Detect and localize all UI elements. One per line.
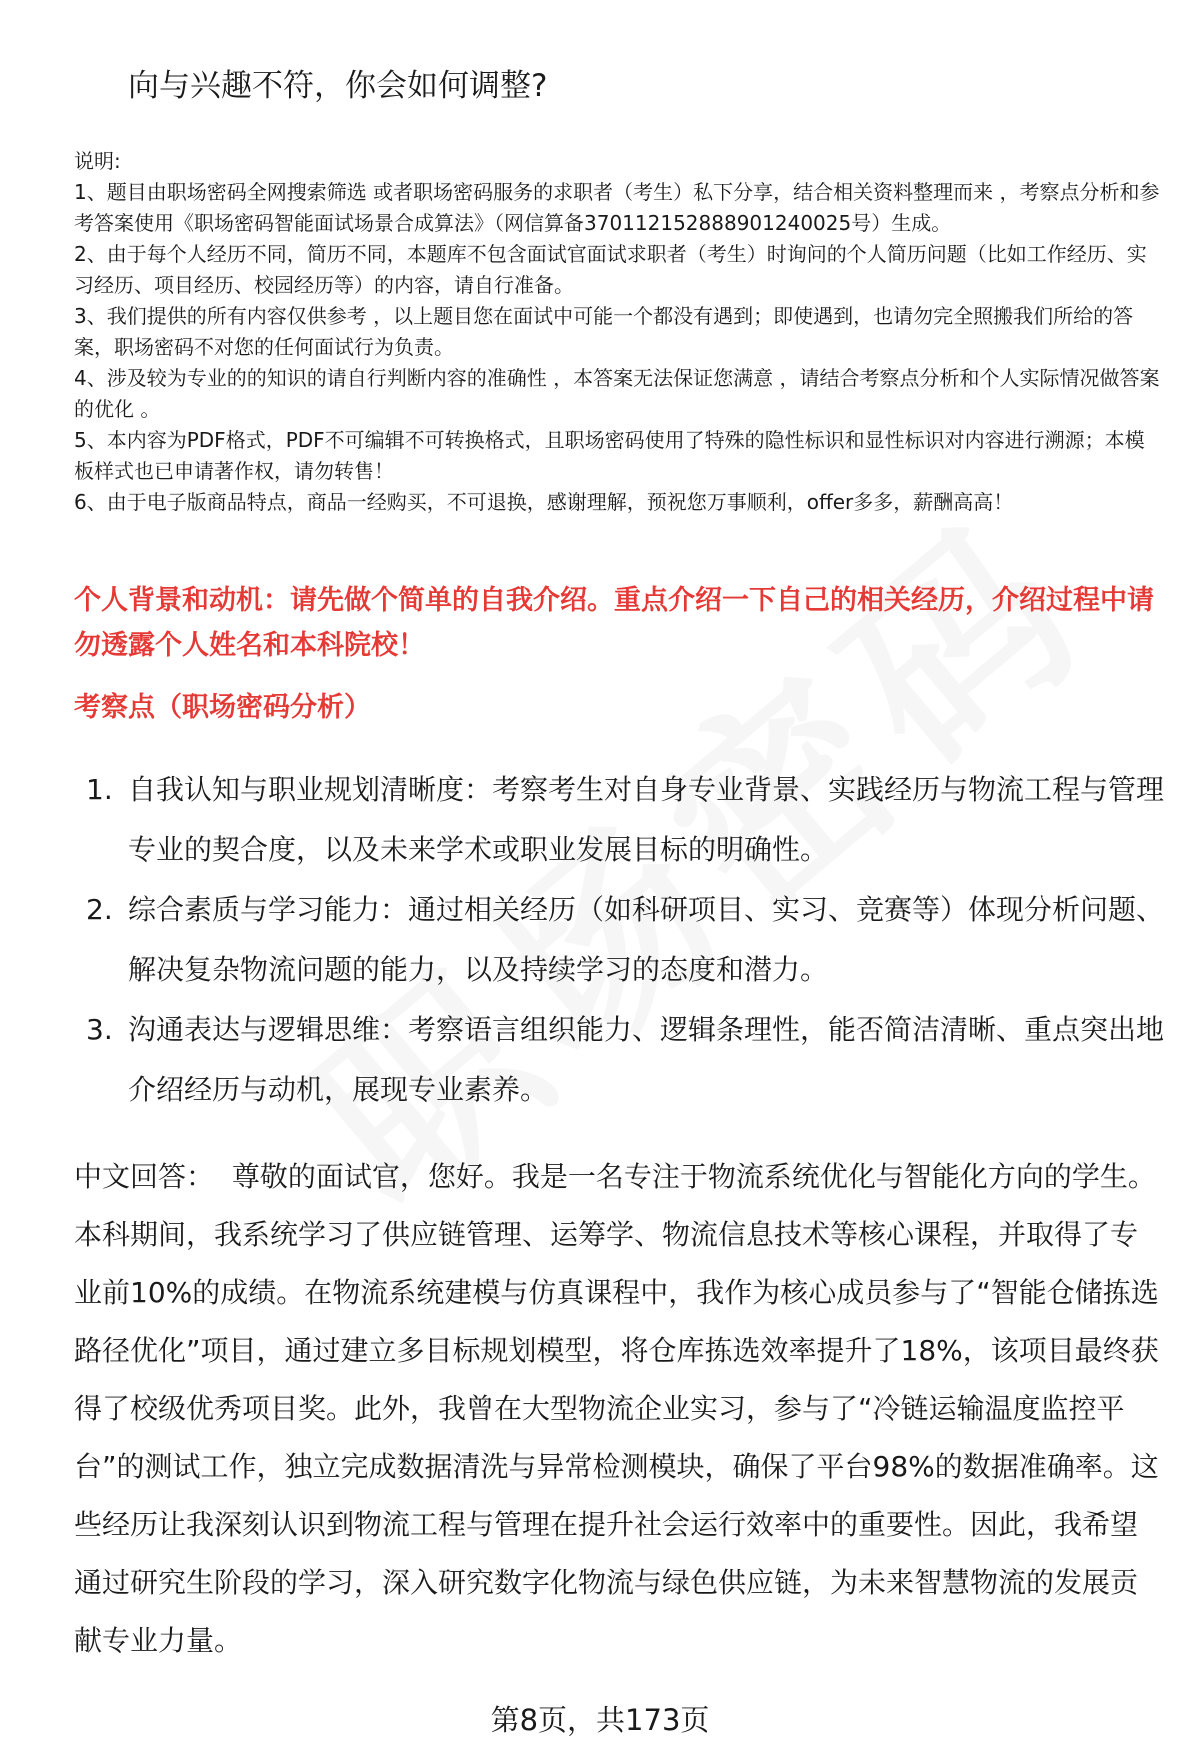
page-number: 第8页，共173页 (490, 1703, 710, 1737)
answer-block (74, 1148, 1164, 1670)
point-number: 1. (86, 773, 113, 806)
notes-section (74, 146, 1164, 518)
notes-title: 说明: (74, 149, 121, 173)
analysis-points (74, 760, 1164, 1120)
note-item: 6、由于电子版商品特点，商品一经购买，不可退换，感谢理解，预祝您万事顺利，offer多多，薪酬高高！ (74, 490, 1014, 514)
interview-question: 个人背景和动机：请先做个简单的自我介绍。重点介绍一下自己的相关经历，介绍过程中请勿透露个人姓名和本科院校！ (74, 585, 1154, 661)
analysis-point (74, 880, 1164, 1000)
answer-text: 尊敬的面试官，您好。我是一名专注于物流系统优化与智能化方向的学生。本科期间，我系统学习了供应链管理、运筹学、物流信息技术等核心课程，并取得了专业前10%的成绩。在物流系统建模与仿真课程中，我作为核心成员参与了“智能仓储拣选路径优化”项目，通过建立多目标规划模型，将仓库拣选效率提升了18%，该项目最终获得了校级优秀项目奖。此外，我曾在大型物流企业实习，参与了“冷链运输温度监控平台”的测试工作，独立完成数据清洗与异常检测模块，确保了平台98%的数据准确率。这些经历让我深刻认识到物流工程与管理在提升社会运行效率中的重要性。因此，我希望通过研究生阶段的学习，深入研究数字化物流与绿色供应链，为未来智慧物流的发展贡献专业力量。 (74, 1160, 1159, 1657)
question-continuation: 向与兴趣不符，你会如何调整? (128, 68, 548, 104)
note-item: 5、本内容为PDF格式，PDF不可编辑不可转换格式，且职场密码使用了特殊的隐性标识和显性标识对内容进行溯源；本模板样式也已申请著作权，请勿转售！ (74, 428, 1145, 483)
point-number: 3. (86, 1013, 113, 1046)
answer-label: 中文回答： (74, 1160, 215, 1193)
point-text: 自我认知与职业规划清晰度：考察考生对自身专业背景、实践经历与物流工程与管理专业的契合度，以及未来学术或职业发展目标的明确性。 (128, 773, 1165, 866)
note-item: 4、涉及较为专业的的知识的请自行判断内容的准确性 ，本答案无法保证您满意 ，请结合考察点分析和个人实际情况做答案的优化 。 (74, 366, 1160, 421)
analysis-heading: 考察点（职场密码分析） (74, 692, 371, 723)
analysis-point (74, 760, 1164, 880)
note-item: 2、由于每个人经历不同，简历不同，本题库不包含面试官面试求职者（考生）时询问的个人简历问题（比如工作经历、实习经历、项目经历、校园经历等）的内容，请自行准备。 (74, 242, 1147, 297)
note-item: 1、题目由职场密码全网搜索筛选 或者职场密码服务的求职者（考生）私下分享，结合相关资料整理而来 ，考察点分析和参考答案使用《职场密码智能面试场景合成算法》（网信算备370112152888901240025号）生成。 (74, 180, 1160, 235)
note-item: 3、我们提供的所有内容仅供参考 ，以上题目您在面试中可能一个都没有遇到；即使遇到，也请勿完全照搬我们所给的答案，职场密码不对您的任何面试行为负责。 (74, 304, 1134, 359)
analysis-point (74, 1000, 1164, 1120)
point-text: 综合素质与学习能力：通过相关经历（如科研项目、实习、竞赛等）体现分析问题、解决复杂物流问题的能力，以及持续学习的态度和潜力。 (128, 893, 1165, 986)
point-number: 2. (86, 893, 113, 926)
point-text: 沟通表达与逻辑思维：考察语言组织能力、逻辑条理性，能否简洁清晰、重点突出地介绍经历与动机，展现专业素养。 (128, 1013, 1165, 1106)
